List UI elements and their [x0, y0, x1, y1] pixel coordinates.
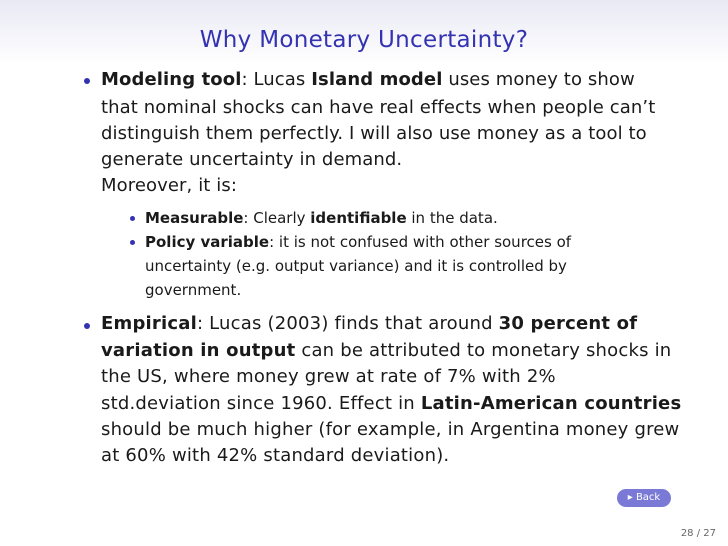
bullet1-line4: generate uncertainty in demand. — [101, 149, 403, 170]
text: : Lucas (2003) finds that around — [196, 313, 499, 334]
back-button[interactable]: ▸ Back — [617, 489, 671, 507]
bullet2-line2 — [101, 338, 671, 363]
page-number: 28 / 27 — [680, 528, 716, 539]
text: can be attributed to monetary shocks in — [295, 340, 672, 361]
policy-variable-label: Policy variable — [145, 233, 270, 251]
bullet2-line1 — [101, 311, 637, 336]
sub-bullet-measurable — [145, 208, 498, 228]
empirical-label: Empirical — [101, 313, 197, 334]
bullet2-line5: should be much higher (for example, in Argentina money grew — [101, 419, 680, 440]
text: in the data. — [406, 209, 498, 227]
bullet1-line3: distinguish them perfectly. I will also use money as a tool to — [101, 123, 647, 144]
text: uses money to show — [442, 69, 635, 90]
bullet1-line2: that nominal shocks can have real effects when people can’t — [101, 97, 656, 118]
modeling-tool-label: Modeling tool — [101, 69, 242, 90]
sub-bullet-dot — [130, 240, 135, 245]
sub-bullet-policy-line2: uncertainty (e.g. output variance) and it is controlled by — [145, 257, 567, 275]
sub-bullet-policy-line3: government. — [145, 281, 242, 299]
measurable-label: Measurable — [145, 209, 244, 227]
bullet-dot — [84, 78, 90, 84]
text: std.deviation since 1960. Effect in — [101, 393, 421, 414]
sub-bullet-policy — [145, 232, 571, 252]
latin-american-bold: Latin-American countries — [420, 393, 682, 414]
slide-title: Why Monetary Uncertainty? — [199, 27, 529, 53]
bullet-dot — [84, 323, 90, 329]
text: : Clearly — [243, 209, 311, 227]
sub-bullet-dot — [130, 216, 135, 221]
bullet2-line6: at 60% with 42% standard deviation). — [101, 445, 450, 466]
bullet2-line4 — [101, 391, 681, 416]
island-model-bold: Island model — [311, 69, 443, 90]
text: : Lucas — [241, 69, 312, 90]
bullet1-line5: Moreover, it is: — [101, 175, 238, 196]
bullet2-line3: the US, where money grew at rate of 7% with 2% — [101, 366, 556, 387]
text: : it is not confused with other sources of — [269, 233, 572, 251]
identifiable-bold: identifiable — [310, 209, 407, 227]
bullet1-line1 — [101, 68, 635, 92]
variation-output-bold: variation in output — [101, 340, 296, 361]
thirty-percent-bold: 30 percent of — [498, 313, 638, 334]
